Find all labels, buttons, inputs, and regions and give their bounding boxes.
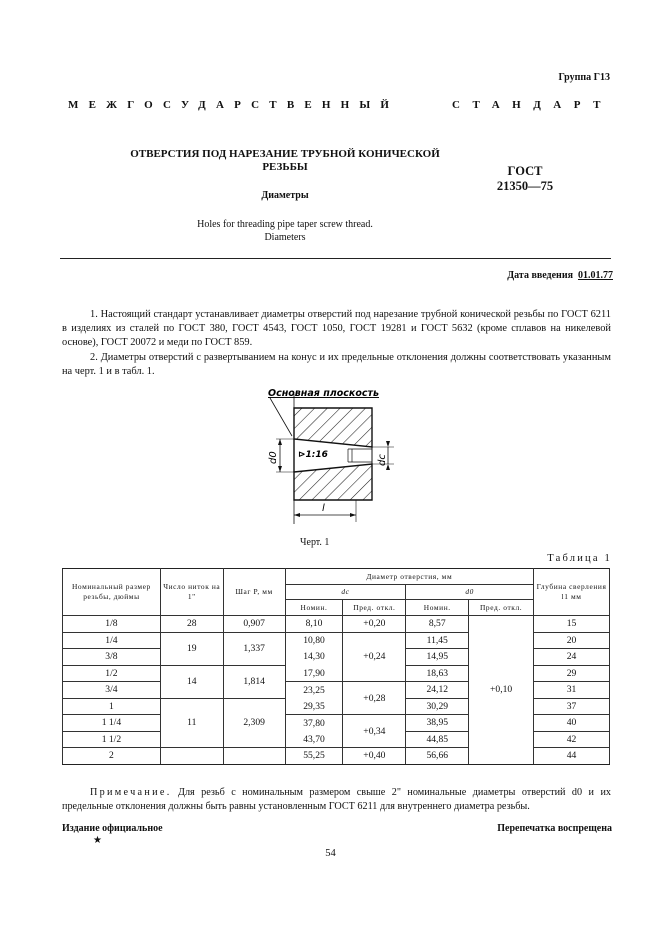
english-title	[120, 218, 450, 244]
cell-d0: 8,57	[406, 616, 469, 633]
header-dc: dc	[285, 585, 406, 600]
header-threads: Число ниток на 1"	[160, 569, 223, 616]
cell-size: 3/4	[63, 682, 161, 699]
gost-designation	[470, 164, 580, 194]
cell-dc: 29,35	[285, 698, 343, 715]
header-divider	[60, 258, 611, 259]
cell-dc-dev: +0,28	[343, 682, 406, 715]
cell-size: 1 1/4	[63, 715, 161, 732]
cell-d0: 56,66	[406, 748, 469, 765]
cell-d0: 38,95	[406, 715, 469, 732]
cell-threads: 19	[160, 632, 223, 665]
cell-d0: 30,29	[406, 698, 469, 715]
header-dc-nomin: Номин.	[285, 600, 343, 616]
cell-dc-dev: +0,24	[343, 632, 406, 682]
reprint-prohibited: Перепечатка воспрещена	[497, 823, 612, 834]
cell-dc: 37,80	[285, 715, 343, 732]
english-title-line2: Diameters	[264, 232, 306, 243]
cell-dc-dev: +0,20	[343, 616, 406, 633]
lower-section	[294, 464, 372, 500]
taper-label: ⊳1:16	[298, 450, 328, 460]
cell-depth: 24	[534, 649, 610, 666]
dc-label: dc	[377, 454, 388, 466]
group-code: Группа Г13	[558, 72, 610, 83]
intro-date-label: Дата введения	[507, 270, 573, 281]
cell-d0: 14,95	[406, 649, 469, 666]
paragraph-2	[62, 351, 611, 379]
cell-pitch-empty	[223, 748, 285, 765]
official-edition: Издание официальное	[62, 823, 163, 834]
cell-d0: 11,45	[406, 632, 469, 649]
table-row	[63, 616, 610, 633]
intro-date	[507, 270, 613, 281]
cell-dc: 43,70	[285, 731, 343, 748]
cell-pitch: 2,309	[223, 698, 285, 748]
cell-dc: 17,90	[285, 665, 343, 682]
document-subtitle: Диаметры	[261, 190, 309, 201]
drawing-caption: Черт. 1	[300, 537, 330, 548]
header-diameter: Диаметр отверстия, мм	[285, 569, 533, 585]
cell-size: 1	[63, 698, 161, 715]
cell-threads: 14	[160, 665, 223, 698]
cell-size: 1/8	[63, 616, 161, 633]
table-1	[62, 568, 610, 765]
cell-pitch: 0,907	[223, 616, 285, 633]
header-depth: Глубина сверления l1 мм	[534, 569, 610, 616]
note-label: Примечание.	[90, 787, 172, 798]
header-d0-dev: Пред. откл.	[469, 600, 534, 616]
cell-dc-dev: +0,40	[343, 748, 406, 765]
header-d0: d0	[406, 585, 534, 600]
cell-d0-dev: +0,10	[469, 616, 534, 765]
cell-depth: 29	[534, 665, 610, 682]
cell-depth: 31	[534, 682, 610, 699]
gost-label: ГОСТ	[507, 164, 543, 178]
document-title: ОТВЕРСТИЯ ПОД НАРЕЗАНИЕ ТРУБНОЙ КОНИЧЕСКОЙ РЕЗЬБЫ	[130, 148, 440, 173]
cell-d0: 44,85	[406, 731, 469, 748]
cell-threads: 28	[160, 616, 223, 633]
gost-number: 21350—75	[496, 179, 554, 193]
star-icon: ★	[93, 835, 102, 846]
cell-depth: 20	[534, 632, 610, 649]
cell-dc: 14,30	[285, 649, 343, 666]
cell-dc: 10,80	[285, 632, 343, 649]
intro-date-value: 01.01.77	[578, 270, 613, 281]
cell-depth: 37	[534, 698, 610, 715]
paragraph-2-text: 2. Диаметры отверстий с развертыванием на конус и их предельные отклонения должны соответствовать указанным на черт. 1 и в табл. 1.	[62, 352, 611, 377]
header-dc-dev: Пред. откл.	[343, 600, 406, 616]
cell-dc: 55,25	[285, 748, 343, 765]
cell-dc-dev: +0,34	[343, 715, 406, 748]
paragraph-1-text: 1. Настоящий стандарт устанавливает диаметры отверстий под нарезание трубной конической резьбы по ГОСТ 6211 в изделиях из сталей по ГОСТ 380, ГОСТ 4543, ГОСТ 1050, ГОСТ 19281 и ГОСТ 5632 (кроме сплавов на никелевой основе), ГОСТ 20072 и меди по ГОСТ 859.	[62, 309, 611, 348]
standard-type-word2: СТАНДАРТ	[452, 99, 613, 111]
cell-size: 1/4	[63, 632, 161, 649]
cell-size: 3/8	[63, 649, 161, 666]
cell-depth: 15	[534, 616, 610, 633]
plane-label: Основная плоскость	[268, 388, 379, 399]
cell-threads-empty	[160, 748, 223, 765]
standard-type-word1: МЕЖГОСУДАРСТВЕННЫЙ	[68, 99, 400, 111]
d0-label: d0	[268, 451, 279, 464]
cell-threads: 11	[160, 698, 223, 748]
english-title-line1: Holes for threading pipe taper screw thread.	[197, 219, 373, 230]
page-number: 54	[325, 848, 336, 859]
header-nominal: Номинальный размер резьбы, дюймы	[63, 569, 161, 616]
cell-depth: 40	[534, 715, 610, 732]
cell-pitch: 1,337	[223, 632, 285, 665]
cell-d0: 18,63	[406, 665, 469, 682]
table-note	[62, 786, 611, 814]
cell-size: 1/2	[63, 665, 161, 682]
note-text: Для резьб с номинальным размером свыше 2" номинальные диаметры отверстий d0 и их предельные отклонения должны быть равны установленным ГОСТ 6211 для внутреннего диаметра резьбы.	[62, 787, 611, 812]
header-d0-nomin: Номин.	[406, 600, 469, 616]
cell-dc: 23,25	[285, 682, 343, 699]
cell-pitch: 1,814	[223, 665, 285, 698]
upper-section	[294, 408, 372, 447]
header-pitch: Шаг P, мм	[223, 569, 285, 616]
l-label: l	[322, 503, 325, 514]
cell-dc: 8,10	[285, 616, 343, 633]
cell-size: 2	[63, 748, 161, 765]
table-caption: Таблица 1	[547, 553, 612, 564]
cell-size: 1 1/2	[63, 731, 161, 748]
plane-leader	[270, 398, 292, 436]
cell-depth: 44	[534, 748, 610, 765]
drawing-1	[262, 384, 402, 534]
cell-d0: 24,12	[406, 682, 469, 699]
paragraph-1	[62, 308, 611, 350]
cell-depth: 42	[534, 731, 610, 748]
